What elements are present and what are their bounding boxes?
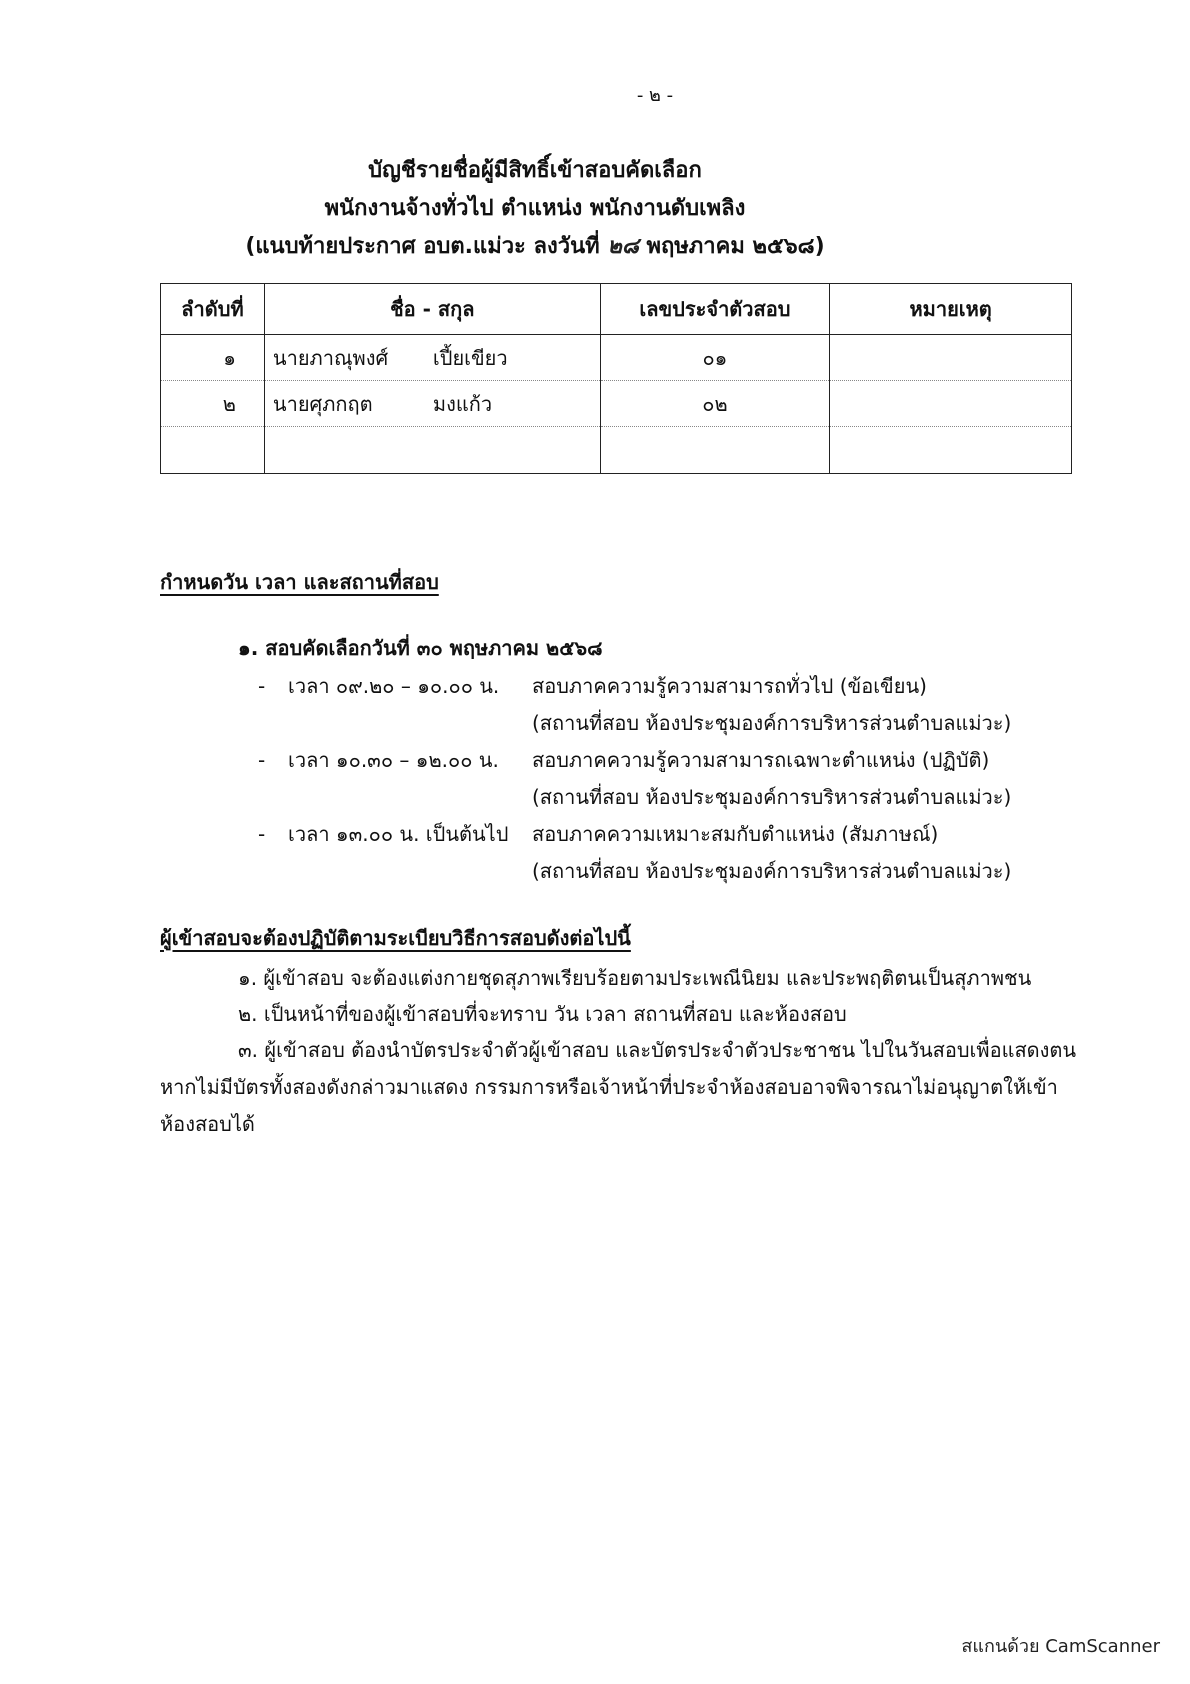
exam-date: ๑. สอบคัดเลือกวันที่ ๓๐ พฤษภาคม ๒๕๖๘ [238, 636, 603, 660]
bullet-dash: - [258, 748, 266, 772]
header-order: ลำดับที่ [161, 284, 265, 335]
rule-3-line-3: ห้องสอบได้ [160, 1112, 255, 1136]
rule-3-line-1: ๓. ผู้เข้าสอบ ต้องนำบัตรประจำตัวผู้เข้าสอบ และบัตรประจำตัวประชาชน ไปในวันสอบเพื่อแสดงตน [238, 1038, 1077, 1062]
session-venue: (สถานที่สอบ ห้องประชุมองค์การบริหารส่วนตำบลแม่วะ) [532, 711, 1012, 735]
session-venue: (สถานที่สอบ ห้องประชุมองค์การบริหารส่วนตำบลแม่วะ) [532, 859, 1012, 883]
rule-2: ๒. เป็นหน้าที่ของผู้เข้าสอบที่จะทราบ วัน เวลา สถานที่สอบ และห้องสอบ [238, 1002, 847, 1026]
rules-heading: ผู้เข้าสอบจะต้องปฏิบัติตามระเบียบวิธีการสอบดังต่อไปนี้ [160, 926, 631, 950]
exam-session-3 [258, 818, 1190, 850]
candidate-table [160, 283, 1072, 474]
session-time: เวลา ๐๙.๒๐ – ๑๐.๐๐ น. [288, 674, 500, 698]
session-subject: สอบภาคความเหมาะสมกับตำแหน่ง (สัมภาษณ์) [532, 822, 939, 846]
header-name: ชื่อ - สกุล [264, 284, 600, 335]
position-title: พนักงานจ้างทั่วไป ตำแหน่ง พนักงานดับเพลิง [324, 196, 746, 221]
header-remark: หมายเหตุ [830, 284, 1072, 335]
table-row [161, 381, 1072, 427]
handwritten-day: ๒๘ [607, 234, 639, 259]
exam-session-2 [258, 744, 1190, 776]
first-name: นายศุภกฤต [272, 391, 373, 416]
last-name: มงแก้ว [432, 391, 493, 416]
bullet-dash: - [258, 822, 266, 846]
announcement-reference [0, 228, 1070, 263]
session-subject: สอบภาคความรู้ความสามารถทั่วไป (ข้อเขียน) [532, 674, 927, 698]
rule-3-line-2: หากไม่มีบัตรทั้งสองดังกล่าวมาแสดง กรรมการหรือเจ้าหน้าที่ประจำห้องสอบอาจพิจารณาไม่อนุญาตให้เข้า [160, 1075, 1058, 1099]
session-venue: (สถานที่สอบ ห้องประชุมองค์การบริหารส่วนตำบลแม่วะ) [532, 785, 1012, 809]
table-header-row [161, 284, 1072, 335]
cell-order: ๒ [161, 381, 265, 427]
table-row [161, 335, 1072, 381]
last-name: เปี้ยเขียว [432, 345, 508, 370]
cell-exam-id: ๐๑ [600, 335, 830, 381]
rule-1: ๑. ผู้เข้าสอบ จะต้องแต่งกายชุดสุภาพเรียบร้อยตามประเพณีนิยม และประพฤติตนเป็นสุภาพชน [238, 966, 1032, 990]
announcement-prefix: (แนบท้ายประกาศ อบต.แม่วะ ลงวันที่ [245, 234, 608, 259]
session-subject: สอบภาคความรู้ความสามารถเฉพาะตำแหน่ง (ปฏิบัติ) [532, 748, 990, 772]
table-row-empty [161, 427, 1072, 474]
document-title: บัญชีรายชื่อผู้มีสิทธิ์เข้าสอบคัดเลือก [368, 158, 702, 183]
scanner-watermark: สแกนด้วย CamScanner [961, 1636, 1160, 1657]
bullet-dash: - [258, 674, 266, 698]
session-time: เวลา ๑๐.๓๐ – ๑๒.๐๐ น. [288, 748, 499, 772]
header-exam-id: เลขประจำตัวสอบ [600, 284, 830, 335]
session-time: เวลา ๑๓.๐๐ น. เป็นต้นไป [288, 822, 509, 846]
cell-remark [830, 381, 1072, 427]
page-number: - ๒ - [636, 85, 674, 106]
cell-remark [830, 335, 1072, 381]
exam-session-1 [258, 670, 1190, 702]
cell-name [264, 381, 600, 427]
cell-order: ๑ [161, 335, 265, 381]
cell-name [264, 335, 600, 381]
announcement-suffix: พฤษภาคม ๒๕๖๘) [638, 234, 825, 259]
cell-exam-id: ๐๒ [600, 381, 830, 427]
schedule-heading: กำหนดวัน เวลา และสถานที่สอบ [160, 570, 439, 594]
first-name: นายภาณุพงศ์ [272, 345, 389, 370]
